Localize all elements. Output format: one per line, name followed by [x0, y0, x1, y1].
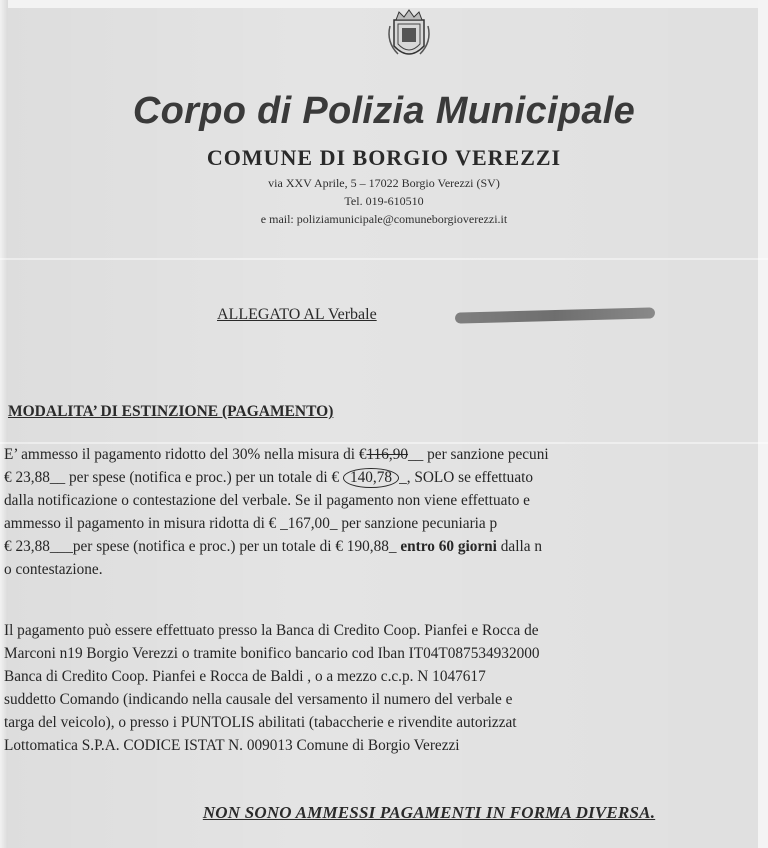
- paragraph-line: Il pagamento può essere effettuato presso la Banca di Credito Coop. Pianfei e Rocca de: [4, 622, 539, 639]
- struck-amount: 116,90: [366, 446, 409, 463]
- payment-methods-paragraph: [4, 619, 768, 757]
- paragraph-line: [4, 443, 768, 466]
- text-fragment: _, SOLO se effettuato: [399, 469, 534, 486]
- text-fragment: __ per sanzione pecuni: [408, 446, 549, 463]
- paragraph-line: targa del veicolo), o presso i PUNTOLIS abilitati (tabaccherie e rivendite autorizzat: [4, 714, 517, 731]
- deadline-text: entro 60 giorni: [396, 538, 497, 555]
- payment-terms-paragraph: [4, 443, 768, 581]
- text-fragment: E’ ammesso il pagamento ridotto del 30% nella misura di €: [4, 446, 367, 463]
- page-title: Corpo di Polizia Municipale: [132, 90, 636, 132]
- text-fragment: dalla n: [496, 538, 542, 555]
- address-line: via XXV Aprile, 5 – 17022 Borgio Verezzi (SV): [268, 176, 500, 190]
- paragraph-line: Lottomatica S.P.A. CODICE ISTAT N. 009013 Comune di Borgio Verezzi: [4, 737, 460, 754]
- municipal-crest-icon: [384, 6, 434, 66]
- paragraph-line: [4, 466, 768, 489]
- paragraph-line: [4, 535, 768, 558]
- paragraph-line: suddetto Comando (indicando nella causale del versamento il numero del verbale e: [4, 691, 513, 708]
- allegato-label: [217, 306, 377, 324]
- fold-crease: [0, 258, 768, 260]
- paragraph-line: ammesso il pagamento in misura ridotta di € _167,00_ per sanzione pecuniaria p: [4, 515, 498, 532]
- footer-notice: NON SONO AMMESSI PAGAMENTI IN FORMA DIVERSA.: [202, 803, 656, 822]
- text-fragment: € 23,88__ per spese (notifica e proc.) per un totale di €: [4, 469, 340, 486]
- paragraph-line: o contestazione.: [4, 561, 103, 578]
- allegato-text: ALLEGATO AL Verbale: [217, 306, 377, 323]
- paragraph-line: Marconi n19 Borgio Verezzi o tramite bonifico bancario cod Iban IT04T087534932000: [4, 645, 540, 662]
- section-title: MODALITA’ DI ESTINZIONE (PAGAMENTO): [8, 403, 334, 420]
- redaction-mark: [455, 307, 655, 323]
- circled-amount: 140,78: [343, 468, 399, 488]
- phone-line: Tel. 019-610510: [344, 194, 424, 208]
- email-line: e mail: poliziamunicipale@comuneborgioverezzi.it: [260, 212, 508, 226]
- paragraph-line: Banca di Credito Coop. Pianfei e Rocca de Baldi , o a mezzo c.c.p. N 1047617: [4, 668, 486, 685]
- paragraph-line: dalla notificazione o contestazione del verbale. Se il pagamento non viene effettuato e: [4, 492, 530, 509]
- municipality-name: COMUNE DI BORGIO VEREZZI: [206, 145, 562, 170]
- text-fragment: € 23,88___per spese (notifica e proc.) per un totale di € 190,88_: [4, 538, 397, 555]
